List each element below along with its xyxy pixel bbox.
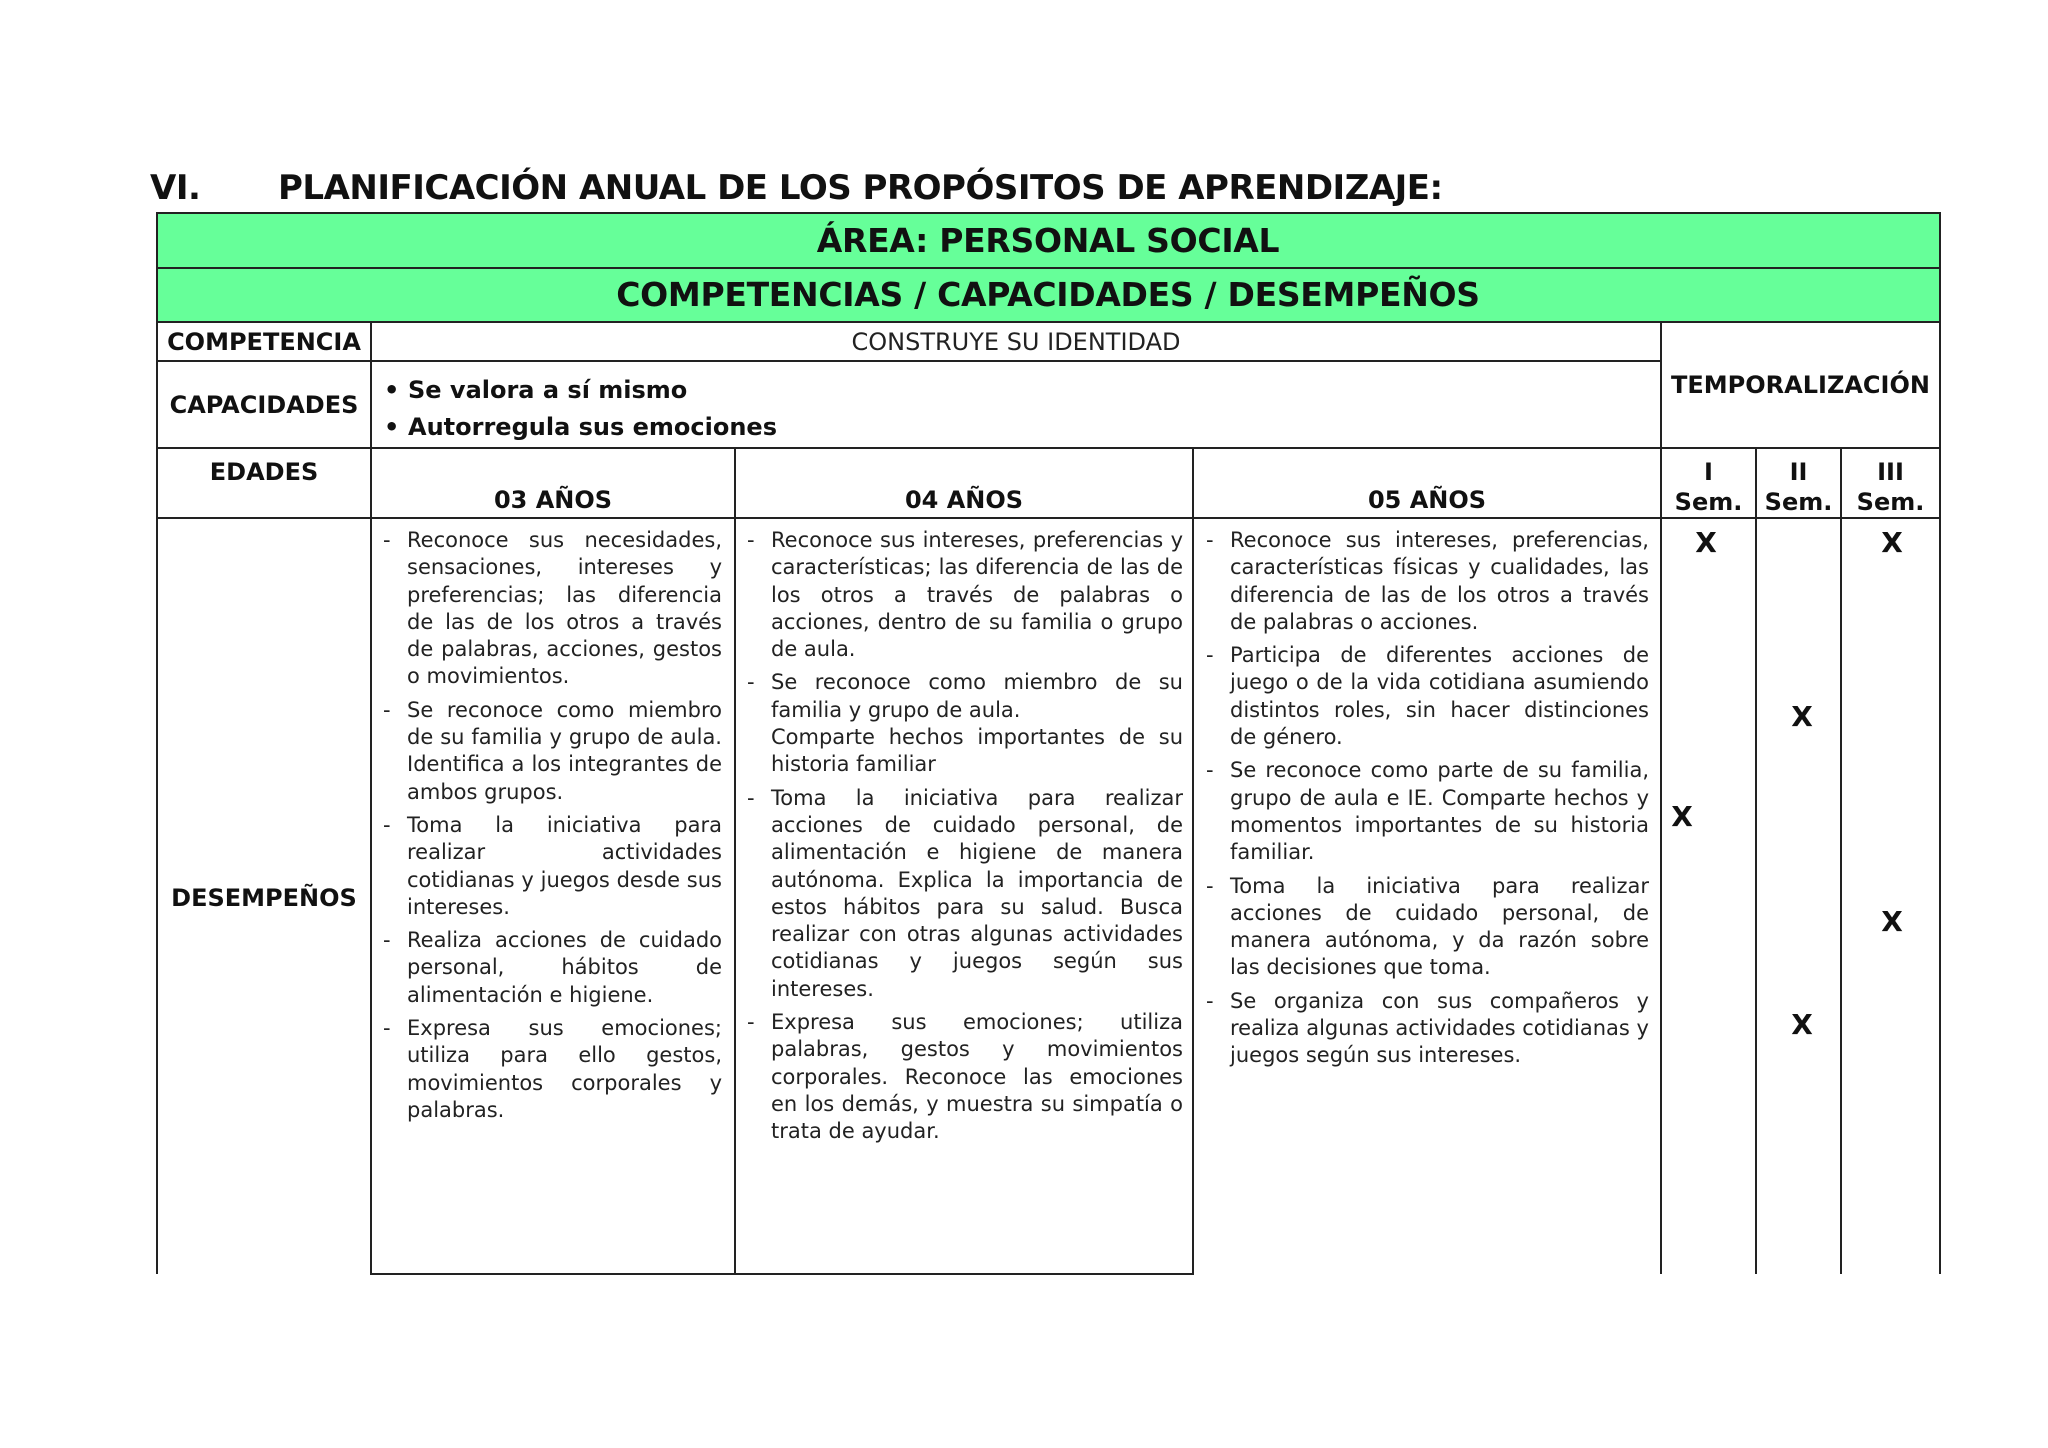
list-item: - Realiza acciones de cuidado personal, hábitos de alimentación e higiene. xyxy=(383,927,722,1009)
semester-mark: X xyxy=(1695,526,1717,559)
sub-band: COMPETENCIAS / CAPACIDADES / DESEMPEÑOS xyxy=(157,268,1939,321)
list-item: - Participa de diferentes acciones de juego o de la vida cotidiana asumiendo distintos roles, sin hacer distinciones de género. xyxy=(1206,642,1649,751)
list-item: - Se organiza con sus compañeros y realiza algunas actividades cotidianas y juegos según sus intereses. xyxy=(1206,988,1649,1070)
capacidad-item: • Se valora a sí mismo xyxy=(384,376,688,404)
age-header-03: 03 AÑOS xyxy=(493,485,613,514)
semester-mark: X xyxy=(1671,800,1693,833)
list-item: - Expresa sus emociones; utiliza para ello gestos, movimientos corporales y palabras. xyxy=(383,1015,722,1124)
semester-mark: X xyxy=(1881,526,1903,559)
semester-mark: X xyxy=(1791,1008,1813,1041)
list-item: - Se reconoce como miembro de su familia y grupo de aula. Comparte hechos importantes de su historia familiar xyxy=(747,669,1183,778)
semester-mark: X xyxy=(1791,700,1813,733)
section-heading xyxy=(150,168,1443,208)
capacidades-label: CAPACIDADES xyxy=(169,390,359,419)
desempenos-03 xyxy=(383,527,722,1130)
competencia-value: CONSTRUYE SU IDENTIDAD xyxy=(851,327,1181,356)
desempenos-05 xyxy=(1206,527,1649,1076)
semester-i-header: I Sem. xyxy=(1674,458,1743,516)
list-item: - Expresa sus emociones; utiliza palabras, gestos y movimientos corporales. Reconoce las emociones en los demás, y muestra su simpatía o trata de ayudar. xyxy=(747,1009,1183,1145)
desempenos-label: DESEMPEÑOS xyxy=(171,884,357,912)
list-item: - Se reconoce como miembro de su familia y grupo de aula. Identifica a los integrantes de ambos grupos. xyxy=(383,697,722,806)
edades-label: EDADES xyxy=(209,458,319,486)
temporalizacion-label: TEMPORALIZACIÓN xyxy=(1671,371,1930,399)
list-item: - Reconoce sus intereses, preferencias y características; las diferencia de las de los otros a través de palabras o acciones, dentro de su familia o grupo de aula. xyxy=(747,527,1183,663)
list-item: - Toma la iniciativa para realizar actividades cotidianas y juegos desde sus intereses. xyxy=(383,812,722,921)
capacidad-item: • Autorregula sus emociones xyxy=(384,413,777,441)
semester-mark: X xyxy=(1881,905,1903,938)
list-item: - Reconoce sus intereses, preferencias, características físicas y cualidades, las diferencia de las de los otros a través de palabras o acciones. xyxy=(1206,527,1649,636)
competencia-label: COMPETENCIA xyxy=(167,327,361,356)
area-band: ÁREA: PERSONAL SOCIAL xyxy=(157,213,1939,268)
list-item: - Se reconoce como parte de su familia, grupo de aula e IE. Comparte hechos y momentos importantes de su historia familiar. xyxy=(1206,757,1649,866)
semester-iii-header: III Sem. xyxy=(1856,458,1925,516)
section-number: VI. xyxy=(150,168,201,208)
list-item: - Reconoce sus necesidades, sensaciones, intereses y preferencias; las diferencia de las de los otros a través de palabras, acciones, gestos o movimientos. xyxy=(383,527,722,691)
section-title: PLANIFICACIÓN ANUAL DE LOS PROPÓSITOS DE APRENDIZAJE: xyxy=(278,168,1443,208)
age-header-05: 05 AÑOS xyxy=(1367,485,1487,514)
capacidades-list xyxy=(384,372,777,446)
list-item: - Toma la iniciativa para realizar acciones de cuidado personal, de manera autónoma, y da razón sobre las decisiones que toma. xyxy=(1206,873,1649,982)
semester-ii-header: II Sem. xyxy=(1764,458,1833,516)
desempenos-04 xyxy=(747,527,1183,1152)
list-item: - Toma la iniciativa para realizar acciones de cuidado personal, de alimentación e higiene de manera autónoma. Explica la importancia de estos hábitos para su salud. Busca realizar con otras algunas actividades cotidianas y juegos según sus intereses. xyxy=(747,785,1183,1003)
age-header-04: 04 AÑOS xyxy=(904,485,1024,514)
